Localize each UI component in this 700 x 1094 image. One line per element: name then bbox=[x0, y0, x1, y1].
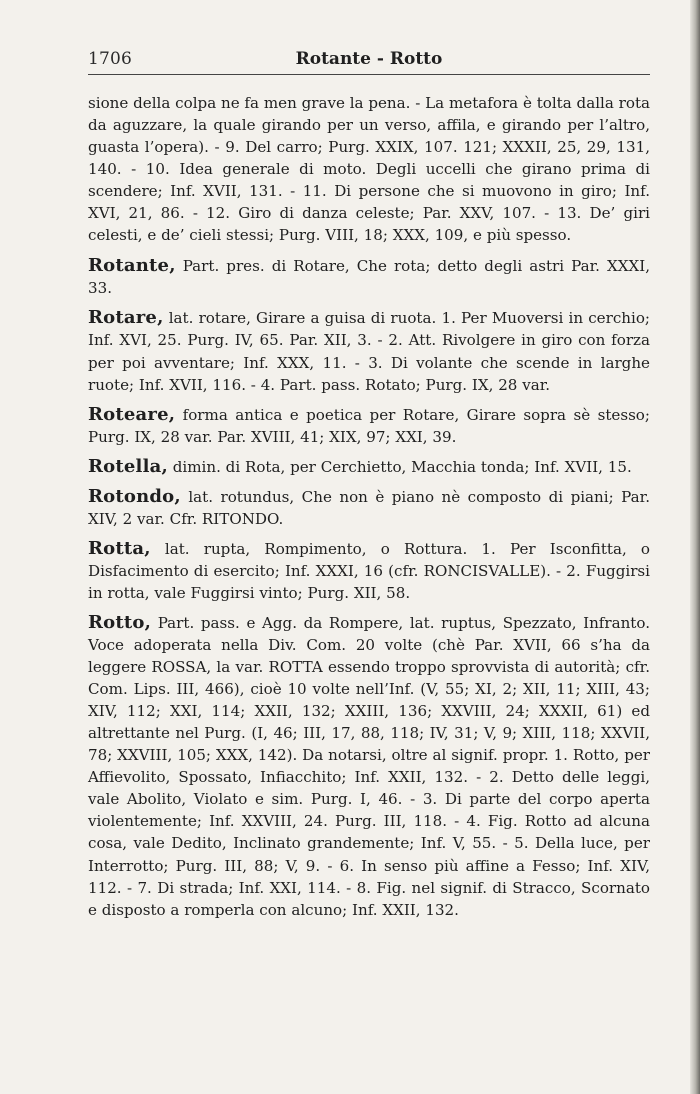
headword: Rotondo, bbox=[88, 485, 181, 507]
entry-rotondo bbox=[88, 486, 650, 530]
entry-text: lat. rotundus, Che non è piano nè composto di piani; Par. XIV, 2 var. Cfr. RITONDO. bbox=[88, 487, 650, 528]
entry-text: Part. pres. di Rotare, Che rota; detto degli astri Par. XXXI, 33. bbox=[88, 257, 650, 298]
dictionary-text bbox=[88, 92, 650, 929]
entry-roteare bbox=[88, 404, 650, 448]
headword: Rotta, bbox=[88, 537, 151, 559]
entry-rotante bbox=[88, 255, 650, 299]
headword: Roteare, bbox=[88, 403, 176, 425]
entry-text: Part. pass. e Agg. da Rompere, lat. ruptus, Spezzato, Infranto. Voce adoperata nella Div. Com. 20 volte (chè Par. XVII, 66 s’ha da leggere ROSSA, la var. ROTTA essendo troppo sprovvista di autorità; cfr. Com. Lips. III, 466), cioè 10 volte nell’Inf. (V, 55; XI, 2; XII, 11; XIII, 43; XIV, 112; XXI, 114; XXII, 132; XXIII, 136; XXVIII, 24; XXXII, 61) ed altrettante nel Purg. (I, 46; III, 17, 88, 118; IV, 31; V, 9; XIII, 118; XXVII, 78; XXVIII, 105; XXX, 142). Da notarsi, oltre al signif. propr. 1. Rotto, per Affievolito, Spossato, Infiacchito; Inf. XXII, 132. - 2. Detto delle leggi, vale Abolito, Violato e sim. Purg. I, 46. - 3. Di parte del corpo aperta violentemente; Inf. XXVIII, 24. Purg. III, 118. - 4. Fig. Rotto ad alcuna cosa, vale Dedito, Inclinato grandemente; Inf. V, 55. - 5. Della luce, per Interrotto; Purg. III, 88; V, 9. - 6. In senso più affine a Fesso; Inf. XIV, 112. - 7. Di strada; Inf. XXI, 114. - 8. Fig. nel signif. di Stracco, Scornato e disposto a romperla con alcuno; Inf. XXII, 132. bbox=[88, 613, 650, 919]
entry-text: dimin. di Rota, per Cerchietto, Macchia tonda; Inf. XVII, 15. bbox=[167, 457, 632, 476]
headword: Rotare, bbox=[88, 307, 164, 329]
entry-rotto bbox=[88, 612, 650, 921]
page-header bbox=[88, 49, 650, 71]
page-number: 1706 bbox=[88, 49, 133, 69]
header-rule bbox=[88, 74, 650, 75]
page-edge-shadow bbox=[690, 0, 700, 1094]
entry-text: lat. rupta, Rompimento, o Rottura. 1. Per Isconfitta, o Disfacimento di esercito; Inf. XXXI, 16 (cfr. RONCISVALLE). - 2. Fuggirsi in rotta, vale Fuggirsi vinto; Purg. XII, 58. bbox=[88, 539, 650, 602]
headword: Rotante, bbox=[88, 255, 176, 277]
headword: Rotella, bbox=[88, 455, 168, 477]
entry-text: forma antica e poetica per Rotare, Girare sopra sè stesso; Purg. IX, 28 var. Par. XVIII, 41; XIX, 97; XXI, 39. bbox=[88, 405, 650, 446]
entry-continuation bbox=[88, 92, 650, 246]
entry-rotta bbox=[88, 538, 650, 604]
headword: Rotto, bbox=[88, 611, 152, 633]
entry-rotella bbox=[88, 456, 650, 478]
entry-rotare bbox=[88, 307, 650, 395]
entry-text: lat. rotare, Girare a guisa di ruota. 1. Per Muoversi in cerchio; Inf. XVI, 25. Purg. IV, 65. Par. XII, 3. - 2. Att. Rivolgere in giro con forza per poi avventare; Inf. XXX, 11. - 3. Di volante che scende in larghe ruote; Inf. XVII, 116. - 4. Part. pass. Rotato; Purg. IX, 28 var. bbox=[88, 309, 650, 394]
running-head: Rotante - Rotto bbox=[295, 49, 443, 69]
entry-text: sione della colpa ne fa men grave la pena. - La metafora è tolta dalla rota da aguzzare, la quale girando per un verso, affila, e girando per l’altro, guasta l’opera). - 9. Del carro; Purg. XXIX, 107. 121; XXXII, 25, 29, 131, 140. - 10. Idea generale di moto. Degli uccelli che girano prima di scendere; Inf. XVII, 131. - 11. Di persone che si muovono in giro; Inf. XVI, 21, 86. - 12. Giro di danza celeste; Par. XXV, 107. - 13. De’ giri celesti, e de’ cieli stessi; Purg. VIII, 18; XXX, 109, e più spesso. bbox=[88, 94, 651, 245]
